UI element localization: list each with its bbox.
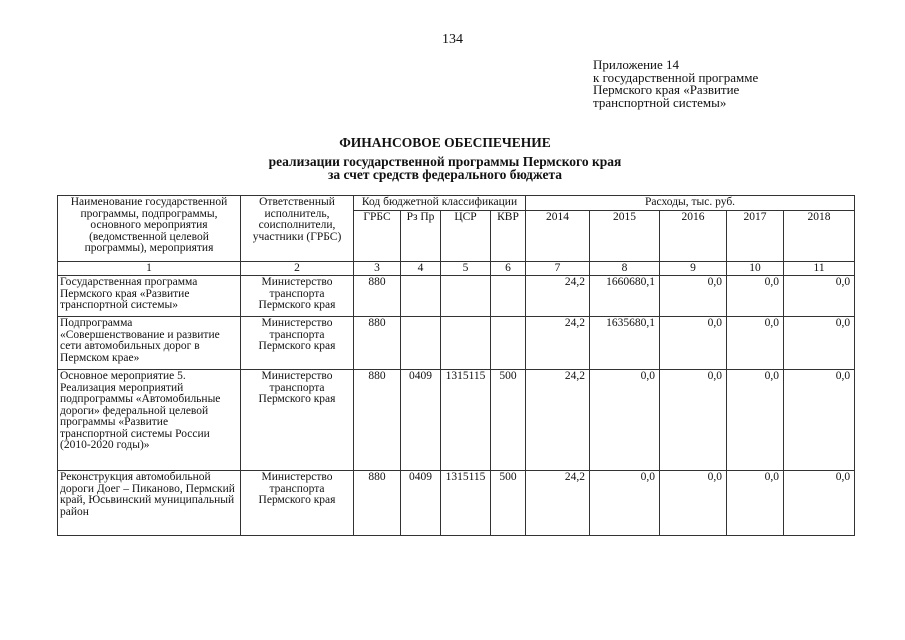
column-number: 9 [660, 261, 727, 276]
header-year: 2014 [526, 210, 590, 261]
header-grbs: ГРБС [354, 210, 401, 261]
row-rzpr [401, 317, 441, 370]
row-name: Основное мероприятие 5. Реализация мероприятий подпрограммы «Автомобильные дороги» федеральной целевой программы «Развитие транспортной системы России (2010-2020 годы)» [58, 370, 241, 471]
row-rzpr: 0409 [401, 370, 441, 471]
row-executor: Министерство транспорта Пермского края [241, 471, 354, 536]
row-executor: Министерство транспорта Пермского края [241, 370, 354, 471]
appendix-line: к государственной программе [593, 69, 759, 85]
table-row [58, 276, 855, 317]
row-csr: 1315115 [441, 471, 491, 536]
column-number: 3 [354, 261, 401, 276]
row-value: 0,0 [784, 317, 855, 370]
row-kvr [491, 276, 526, 317]
header-year: 2018 [784, 210, 855, 261]
row-value: 1660680,1 [590, 276, 660, 317]
row-value: 24,2 [526, 471, 590, 536]
header-budget-code: Код бюджетной классификации [354, 196, 526, 211]
column-number: 7 [526, 261, 590, 276]
row-csr [441, 276, 491, 317]
header-expenses: Расходы, тыс. руб. [526, 196, 855, 211]
subtitle-line: реализации государственной программы Пермского края [268, 154, 622, 169]
row-kvr [491, 317, 526, 370]
header-kvr: КВР [491, 210, 526, 261]
column-number: 10 [727, 261, 784, 276]
row-name: Государственная программа Пермского края «Развитие транспортной системы» [58, 276, 241, 317]
finance-table [57, 195, 855, 536]
document-subtitle [0, 155, 890, 181]
appendix-note [593, 59, 758, 109]
column-number: 4 [401, 261, 441, 276]
row-value: 1635680,1 [590, 317, 660, 370]
row-value: 0,0 [784, 471, 855, 536]
row-value: 0,0 [590, 471, 660, 536]
row-grbs: 880 [354, 370, 401, 471]
column-number: 5 [441, 261, 491, 276]
row-value: 0,0 [660, 471, 727, 536]
row-value: 0,0 [590, 370, 660, 471]
table-row [58, 317, 855, 370]
row-value: 0,0 [784, 370, 855, 471]
appendix-line: транспортной системы» [593, 94, 727, 110]
page-number: 134 [442, 32, 463, 47]
row-csr [441, 317, 491, 370]
row-csr: 1315115 [441, 370, 491, 471]
row-value: 0,0 [727, 276, 784, 317]
row-value: 0,0 [727, 471, 784, 536]
row-executor: Министерство транспорта Пермского края [241, 276, 354, 317]
row-grbs: 880 [354, 471, 401, 536]
row-name: Подпрограмма «Совершенствование и развитие сети автомобильных дорог в Пермском крае» [58, 317, 241, 370]
header-year: 2015 [590, 210, 660, 261]
row-grbs: 880 [354, 317, 401, 370]
appendix-line: Приложение 14 [593, 57, 680, 72]
row-rzpr: 0409 [401, 471, 441, 536]
table-row [58, 471, 855, 536]
row-rzpr [401, 276, 441, 317]
appendix-line: Пермского края «Развитие [593, 82, 740, 97]
row-value: 0,0 [660, 317, 727, 370]
column-number: 6 [491, 261, 526, 276]
row-name: Реконструкция автомобильной дороги Доег – Пиканово, Пермский край, Юсьвинский муниципальный район [58, 471, 241, 536]
header-row [58, 196, 855, 211]
header-executor: Ответственный исполнитель, соисполнители, участники (ГРБС) [241, 196, 354, 262]
row-value: 0,0 [727, 317, 784, 370]
row-executor: Министерство транспорта Пермского края [241, 317, 354, 370]
document-title: ФИНАНСОВОЕ ОБЕСПЕЧЕНИЕ [339, 135, 551, 150]
row-kvr: 500 [491, 370, 526, 471]
column-number: 2 [241, 261, 354, 276]
row-value: 0,0 [660, 276, 727, 317]
row-value: 24,2 [526, 370, 590, 471]
row-value: 0,0 [660, 370, 727, 471]
column-number-row [58, 261, 855, 276]
row-kvr: 500 [491, 471, 526, 536]
header-csr: ЦСР [441, 210, 491, 261]
row-value: 24,2 [526, 317, 590, 370]
table-row [58, 370, 855, 471]
column-number: 11 [784, 261, 855, 276]
header-year: 2016 [660, 210, 727, 261]
subtitle-line: за счет средств федерального бюджета [327, 167, 563, 182]
header-name: Наименование государственной программы, подпрограммы, основного мероприятия (ведомственной целевой программы), мероприятия [58, 196, 241, 262]
row-value: 0,0 [727, 370, 784, 471]
header-year: 2017 [727, 210, 784, 261]
row-grbs: 880 [354, 276, 401, 317]
column-number: 8 [590, 261, 660, 276]
column-number: 1 [58, 261, 241, 276]
header-rzpr: Рз Пр [401, 210, 441, 261]
row-value: 24,2 [526, 276, 590, 317]
row-value: 0,0 [784, 276, 855, 317]
